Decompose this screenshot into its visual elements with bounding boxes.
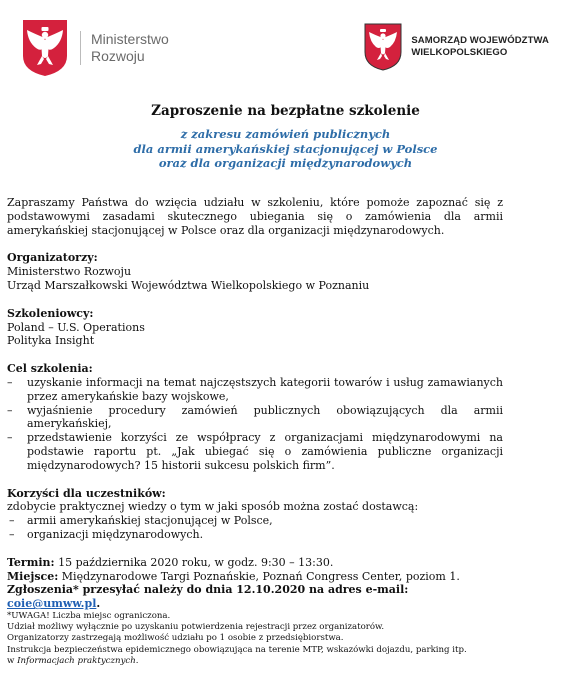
benefits-section bbox=[7, 487, 503, 542]
region-name bbox=[411, 35, 549, 59]
trainer-item: Polityka Insight bbox=[7, 334, 95, 348]
goal-list bbox=[7, 376, 503, 473]
header bbox=[0, 0, 571, 92]
note-line: Udział możliwy wyłącznie po uzyskaniu potwierdzenia rejestracji przez organizatorów. bbox=[7, 622, 385, 633]
intro-paragraph: Zapraszamy Państwa do wzięcia udziału w szkoleniu, które pomoże zapoznać się z podstawowymi zasadami skutecznego ubiegania się o zamówienia dla armii amerykańskiej stacjonującej w Polsce oraz dla organizacji międzynarodowych. bbox=[7, 196, 503, 237]
organizer-item: Urząd Marszałkowski Województwa Wielkopolskiego w Poznaniu bbox=[7, 278, 370, 292]
goal-item: – przedstawienie korzyści ze współpracy z organizacjami międzynarodowymi na podstawie raportu pt. „Jak ubiegać się o zamówienia publiczne organizacji międzynarodowych? 15 historii sukcesu polskich firm”. bbox=[7, 431, 503, 472]
registration-end: . bbox=[96, 597, 101, 611]
goal-item: – wyjaśnienie procedury zamówień publicznych obowiązujących dla armii amerykańskiej, bbox=[7, 404, 503, 432]
benefit-item: – organizacji międzynarodowych. bbox=[7, 528, 503, 542]
benefits-list bbox=[7, 514, 503, 542]
ministry-name bbox=[80, 31, 169, 65]
registration-text: Zgłoszenia* przesyłać należy do dnia 12.10.2020 na adres e-mail: bbox=[7, 583, 409, 597]
note-line: Instrukcja bezpieczeństwa epidemicznego obowiązująca na terenie MTP, wskazówki dojazdu, parking itp. bbox=[7, 644, 467, 655]
benefits-label: Korzyści dla uczestników: bbox=[7, 486, 166, 500]
note-line bbox=[7, 656, 503, 667]
term-line bbox=[7, 556, 503, 570]
subtitle-line3: oraz dla organizacji międzynarodowych bbox=[158, 156, 413, 170]
benefit-item: – armii amerykańskiej stacjonującej w Polsce, bbox=[7, 514, 503, 528]
organizers-section bbox=[7, 251, 503, 292]
term-value: 15 października 2020 roku, w godz. 9:30 – 13:30. bbox=[54, 555, 334, 569]
notes-section bbox=[7, 611, 503, 667]
subtitle-line2: dla armii amerykańskiej stacjonującej w Polsce bbox=[133, 141, 438, 156]
polish-eagle-emblem-icon bbox=[20, 18, 70, 78]
trainers-label: Szkoleniowcy: bbox=[7, 306, 94, 320]
note-practical-info: Informacjach praktycznych bbox=[17, 655, 136, 666]
region-name-line2: WIELKOPOLSKIEGO bbox=[411, 47, 508, 58]
organizers-label: Organizatorzy: bbox=[7, 251, 98, 265]
document-subtitle bbox=[0, 127, 571, 171]
trainers-section bbox=[7, 307, 503, 348]
place-line bbox=[7, 570, 503, 584]
note-line: Organizatorzy zastrzegają możliwość udziału po 1 osobie z przedsiębiorstwa. bbox=[7, 633, 344, 644]
trainer-item: Poland – U.S. Operations bbox=[7, 320, 145, 334]
region-logo bbox=[363, 22, 549, 72]
goal-label: Cel szkolenia: bbox=[7, 362, 93, 376]
document-title: Zaproszenie na bezpłatne szkolenie bbox=[151, 103, 420, 119]
benefits-lead: zdobycie praktycznej wiedzy o tym w jaki sposób można zostać dostawcą: bbox=[7, 500, 419, 514]
ministry-name-line2: Rozwoju bbox=[91, 48, 145, 64]
document-body bbox=[7, 196, 503, 667]
term-label: Termin: bbox=[7, 555, 55, 569]
note-line: *UWAGA! Liczba miejsc ograniczona. bbox=[7, 610, 171, 621]
goal-item: – uzyskanie informacji na temat najczęstszych kategorii towarów i usług zamawianych przez amerykańskie bazy wojskowe, bbox=[7, 376, 503, 404]
place-value: Międzynarodowe Targi Poznańskie, Poznań Congress Center, poziom 1. bbox=[58, 569, 460, 583]
place-label: Miejsce: bbox=[7, 569, 59, 583]
subtitle-line1: z zakresu zamówień publicznych bbox=[180, 127, 391, 141]
note-prefix: w bbox=[7, 655, 18, 666]
goal-section bbox=[7, 362, 503, 472]
organizer-item: Ministerstwo Rozwoju bbox=[7, 265, 132, 279]
wielkopolska-coat-of-arms-icon bbox=[363, 22, 403, 72]
region-name-line1: SAMORZĄD WOJEWÓDZTWA bbox=[411, 35, 549, 46]
ministry-logo bbox=[20, 18, 169, 78]
term-place-section bbox=[7, 556, 503, 584]
ministry-name-line1: Ministerstwo bbox=[91, 31, 169, 47]
note-end: . bbox=[135, 655, 139, 666]
registration-line bbox=[7, 583, 503, 611]
registration-email-link[interactable]: coie@umww.pl bbox=[7, 597, 97, 611]
